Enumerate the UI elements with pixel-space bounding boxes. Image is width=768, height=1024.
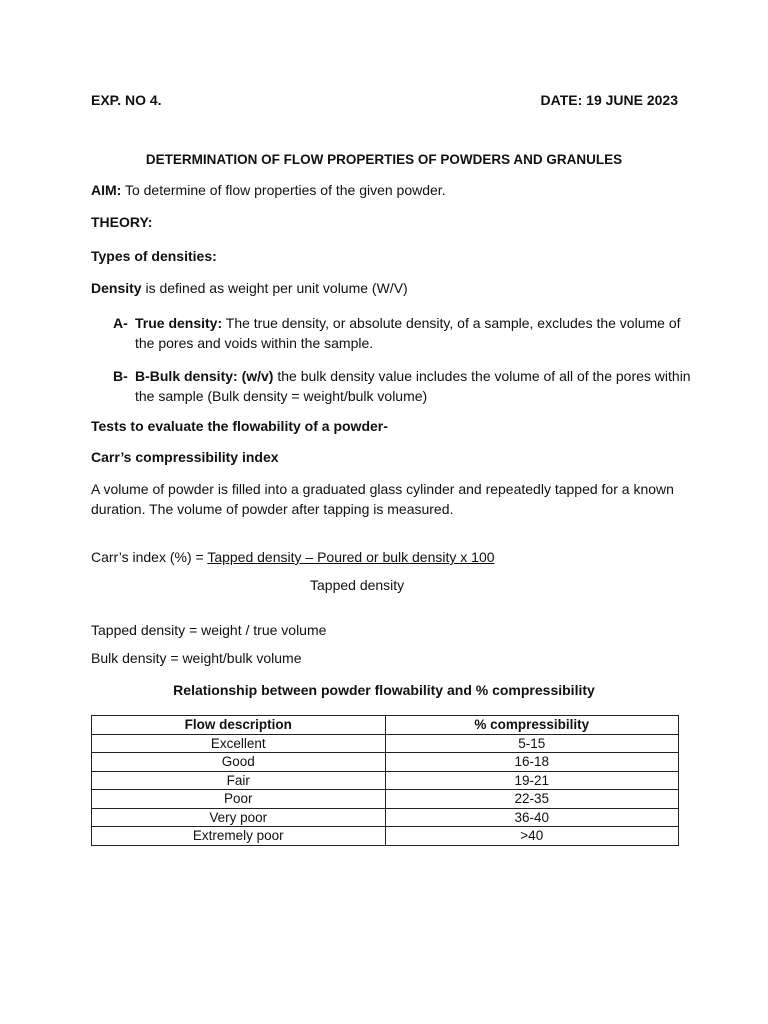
table-caption: Relationship between powder flowability and % compressibility <box>173 682 595 698</box>
list-marker: B- <box>113 368 128 384</box>
formula-lhs: Carr’s index (%) = <box>91 549 208 565</box>
table-cell: >40 <box>385 827 679 846</box>
table-cell: 5-15 <box>385 734 679 753</box>
table-row <box>92 790 679 809</box>
list-text: the bulk density value includes the volume of all of the pores within the sample (Bulk density = weight/bulk volume) <box>135 368 691 404</box>
types-of-densities-heading: Types of densities: <box>91 248 217 264</box>
table-cell: Very poor <box>92 808 386 827</box>
table-cell: 22-35 <box>385 790 679 809</box>
column-header: % compressibility <box>385 716 679 735</box>
list-marker: A- <box>113 315 128 331</box>
table-cell: Fair <box>92 771 386 790</box>
table-row <box>92 827 679 846</box>
list-item-true-density <box>113 313 693 353</box>
table-cell: Poor <box>92 790 386 809</box>
table-cell: Good <box>92 753 386 772</box>
list-item-bulk-density <box>113 366 693 406</box>
page-title: DETERMINATION OF FLOW PROPERTIES OF POWDERS AND GRANULES <box>145 152 623 167</box>
list-term: B-Bulk density: (w/v) <box>135 368 274 384</box>
list-text: The true density, or absolute density, of a sample, excludes the volume of the pores and voids within the sample. <box>135 315 681 351</box>
carr-formula <box>91 549 495 565</box>
theory-heading: THEORY: <box>91 214 153 230</box>
experiment-date <box>541 92 678 108</box>
bulk-density-equation: Bulk density = weight/bulk volume <box>91 650 302 666</box>
density-text: is defined as weight per unit volume (W/V) <box>141 280 408 296</box>
table-row <box>92 808 679 827</box>
aim-text: To determine of flow properties of the given powder. <box>121 182 446 198</box>
date-label: DATE: <box>540 92 583 108</box>
density-term: Density <box>91 280 142 296</box>
date-value: 19 JUNE 2023 <box>586 92 678 108</box>
aim-label: AIM: <box>91 182 122 198</box>
table-cell: Extremely poor <box>92 827 386 846</box>
density-definition <box>91 280 408 296</box>
carr-heading: Carr’s compressibility index <box>91 449 279 465</box>
table-row <box>92 734 679 753</box>
list-term: True density: <box>135 315 223 331</box>
table-header-row <box>92 716 679 735</box>
table-cell: 16-18 <box>385 753 679 772</box>
table-row <box>92 771 679 790</box>
formula-denominator: Tapped density <box>310 577 405 593</box>
table-cell: 36-40 <box>385 808 679 827</box>
table-cell: 19-21 <box>385 771 679 790</box>
table-cell: Excellent <box>92 734 386 753</box>
aim-line <box>91 182 446 198</box>
experiment-number: EXP. NO 4. <box>91 92 162 108</box>
table-row <box>92 753 679 772</box>
flowability-table <box>91 715 679 846</box>
tests-heading: Tests to evaluate the flowability of a powder- <box>91 418 388 434</box>
tapped-density-equation: Tapped density = weight / true volume <box>91 622 327 638</box>
formula-numerator: Tapped density – Poured or bulk density x 100 <box>207 549 495 565</box>
carr-paragraph: A volume of powder is filled into a graduated glass cylinder and repeatedly tapped for a known duration. The volume of powder after tapping is measured. <box>91 481 674 517</box>
column-header: Flow description <box>92 716 386 735</box>
